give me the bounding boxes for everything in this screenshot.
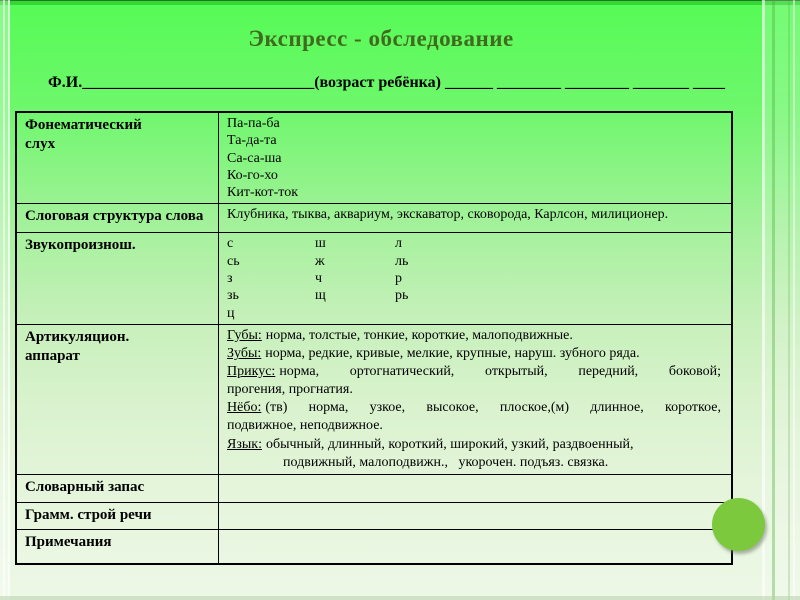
articulation-line-bite: Прикус: норма, ортогнатический, открытый, передний, боковой; <box>227 364 721 380</box>
row-label: Примечания <box>17 530 219 563</box>
row-label: Звукопроизнош. <box>17 233 219 323</box>
row-content-empty <box>219 530 731 563</box>
table-row-phonematic-hearing <box>17 113 731 203</box>
sound-row: ц <box>227 305 235 321</box>
row-content <box>219 113 731 203</box>
table-row-grammar <box>17 502 731 529</box>
syllable-line: Па-па-ба <box>227 116 280 131</box>
syllable-line: Та-да-та <box>227 133 277 149</box>
articulation-line-tongue: Язык: обычный, длинный, короткий, широкий, узкий, раздвоенный, <box>227 436 634 452</box>
articulation-line-tongue-cont: подвижный, малоподвижн., укорочен. подъяз. связка. <box>283 454 609 470</box>
row-label: Грамм. строй речи <box>17 503 219 529</box>
examination-table <box>15 111 733 565</box>
name-age-line <box>48 74 758 92</box>
syllable-line: Кит-кот-ток <box>227 185 299 201</box>
table-row-articulation-apparatus <box>17 324 731 474</box>
row-content-empty <box>219 475 731 502</box>
row-label: Слоговая структура слова <box>17 204 219 232</box>
articulation-line-lips: Губы: норма, толстые, тонкие, короткие, малоподвижные. <box>227 327 573 343</box>
slide-left-border-stripes <box>0 0 10 600</box>
articulation-line-palate: Нёбо: (тв) норма, узкое, высокое, плоское,(м) длинное, короткое, <box>227 400 721 416</box>
table-row-vocabulary <box>17 474 731 502</box>
slide-bottom-edge <box>0 596 800 600</box>
row-content <box>219 325 731 474</box>
green-circle-decoration <box>712 498 765 551</box>
row-content-empty <box>219 503 731 529</box>
slide-title: Экспресс - обследование <box>248 26 514 51</box>
table-row-notes <box>17 529 731 563</box>
stripe-line <box>788 0 790 600</box>
table-row-sound-pronunciation <box>17 232 731 323</box>
row-label: Артикуляцион. аппарат <box>17 325 219 474</box>
stripe-line <box>762 0 765 600</box>
slide-top-edge <box>0 0 800 5</box>
age-label: (возраст ребёнка) <box>314 74 441 91</box>
syllable-line: Ко-го-хо <box>227 167 278 183</box>
slide-right-border-stripes <box>762 0 800 600</box>
fio-label: Ф.И. <box>48 74 83 91</box>
articulation-line-teeth: Зубы: норма, редкие, кривые, мелкие, крупные, наруш. зубного ряда. <box>227 346 640 362</box>
sound-row: зь щ рь <box>227 288 409 304</box>
articulation-line-palate-cont: подвижное, неподвижное. <box>227 418 383 434</box>
row-content: Клубника, тыква, аквариум, экскаватор, сковорода, Карлсон, милиционер. <box>227 207 669 223</box>
fio-blank-line: _____________________________ <box>82 74 315 91</box>
stripe-line <box>772 0 775 600</box>
row-label: Фонематический слух <box>17 113 219 203</box>
syllable-line: Са-са-ша <box>227 150 282 166</box>
articulation-line-bite-cont: прогения, прогнатия. <box>227 382 353 398</box>
sound-row: с ш л <box>227 236 402 252</box>
sound-row: з ч р <box>227 271 402 287</box>
table-row-syllable-structure <box>17 203 731 232</box>
stripe-line <box>793 0 795 600</box>
row-content <box>219 233 731 323</box>
age-blank-line: ______ ________ ________ _______ ____ <box>444 74 725 91</box>
row-label: Словарный запас <box>17 475 219 502</box>
sound-row: сь ж ль <box>227 253 409 269</box>
